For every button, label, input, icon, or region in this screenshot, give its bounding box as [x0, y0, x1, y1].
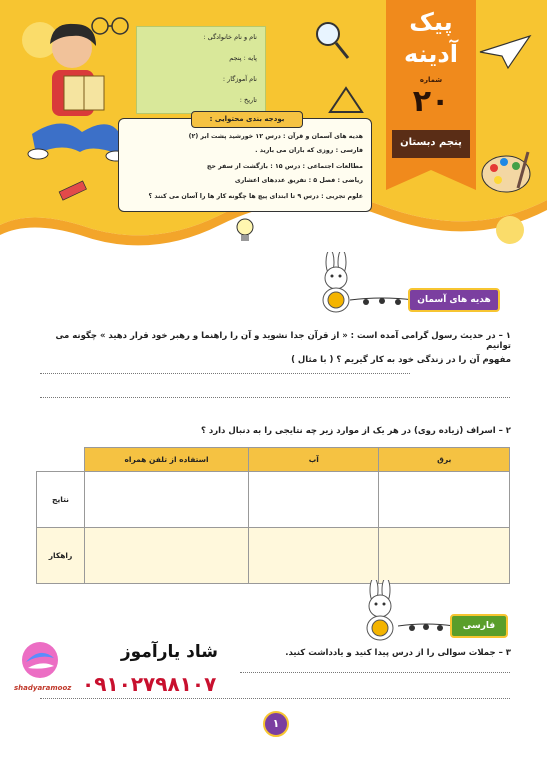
table-header-row [37, 448, 510, 472]
table-cell[interactable] [85, 472, 249, 528]
paper-plane-icon [478, 32, 532, 72]
answer-line[interactable] [40, 397, 510, 398]
triangle-ruler-icon [326, 84, 366, 116]
brand-site: shadyaramooz [14, 684, 72, 692]
reading-boy-illustration [22, 14, 132, 174]
table-cell[interactable] [379, 472, 510, 528]
paint-palette-icon [478, 148, 538, 198]
table-cell[interactable] [249, 472, 379, 528]
table-corner-cell [37, 448, 85, 472]
budget-line: هدیه های آسمان و قرآن : درس ۱۲ خورشید پشت ابر (۲) [188, 133, 363, 140]
string-dots [350, 294, 414, 308]
question-3: ۳ – جملات سوالی را از درس پیدا کنید و یادداشت کنید. [285, 648, 511, 658]
brand-name: شاد یارآموز [120, 642, 218, 662]
budget-line: مطالعات اجتماعی : درس ۱۵ : بازگشت از سفر حج [206, 163, 363, 170]
budget-title: بودجه بندی محتوایی : [191, 111, 303, 128]
page-number: ۱ [263, 711, 289, 737]
table-row-label-results: نتایج [37, 472, 85, 528]
table-header-phone: استفاده از تلفن همراه [85, 448, 249, 472]
info-grade: پایه : پنجم [229, 54, 257, 62]
banner-number: ۲۰ [412, 84, 450, 119]
question-1-line-1: ۱ – در حدیث رسول گرامی آمده است : « از قرآن جدا نشوید و آن را راهنما و رهبر خود قرار دهید » چگونه می توانیم [55, 331, 511, 351]
answer-line[interactable] [240, 672, 510, 673]
banner-grade: پنجم دبستان [400, 137, 462, 148]
table-row [37, 472, 510, 528]
string-dots [398, 620, 454, 634]
table-row-label-solution: راهکار [37, 528, 85, 584]
answer-line[interactable] [40, 698, 510, 699]
budget-line: علوم تجربی : درس ۹ تا ابتدای پیچ ها چگونه کار ها را آسان می کنند ؟ [148, 193, 363, 200]
banner-title-2: آدینه [404, 40, 458, 68]
table-cell[interactable] [249, 528, 379, 584]
bunny-mascot-icon [356, 580, 402, 642]
budget-line: فارسی : روزی که باران می بارید . [255, 147, 363, 154]
brand-phone: ۰۹۱۰۲۷۹۸۱۰۷ [82, 672, 217, 696]
waste-results-table [36, 447, 510, 584]
crayon-icon [56, 180, 92, 202]
table-header-water: آب [249, 448, 379, 472]
answer-line[interactable] [40, 373, 410, 374]
section-tag-farsi: فارسی [450, 614, 508, 638]
table-cell[interactable] [379, 528, 510, 584]
content-budget-box [118, 115, 372, 212]
magnifier-icon [312, 18, 352, 62]
student-info-box [136, 26, 266, 114]
info-teacher: نام آموزگار : [222, 75, 257, 83]
question-1-line-2: مفهوم آن را در زندگی خود به کار گیریم ؟ ( با مثال ) [291, 355, 511, 365]
glasses-icon [90, 14, 130, 38]
section-tag-hediye: هدیه های آسمان [408, 288, 500, 312]
budget-line: ریاضی : فصل ۵ : تفریق عددهای اعشاری [234, 177, 363, 184]
lightbulb-icon [234, 216, 256, 246]
banner-number-label: شماره [419, 76, 443, 84]
table-row [37, 528, 510, 584]
table-cell[interactable] [85, 528, 249, 584]
table-header-electricity: برق [379, 448, 510, 472]
title-banner [386, 0, 476, 190]
question-2: ۲ – اسراف (زیاده روی) در هر یک از موارد زیر چه نتایجی را به دنبال دارد ؟ [200, 426, 511, 436]
banner-title-1: پیک [409, 8, 453, 36]
brand-logo-icon [20, 640, 60, 680]
info-date: تاریخ : [239, 96, 257, 104]
info-name: نام و نام خانوادگی : [203, 33, 257, 41]
